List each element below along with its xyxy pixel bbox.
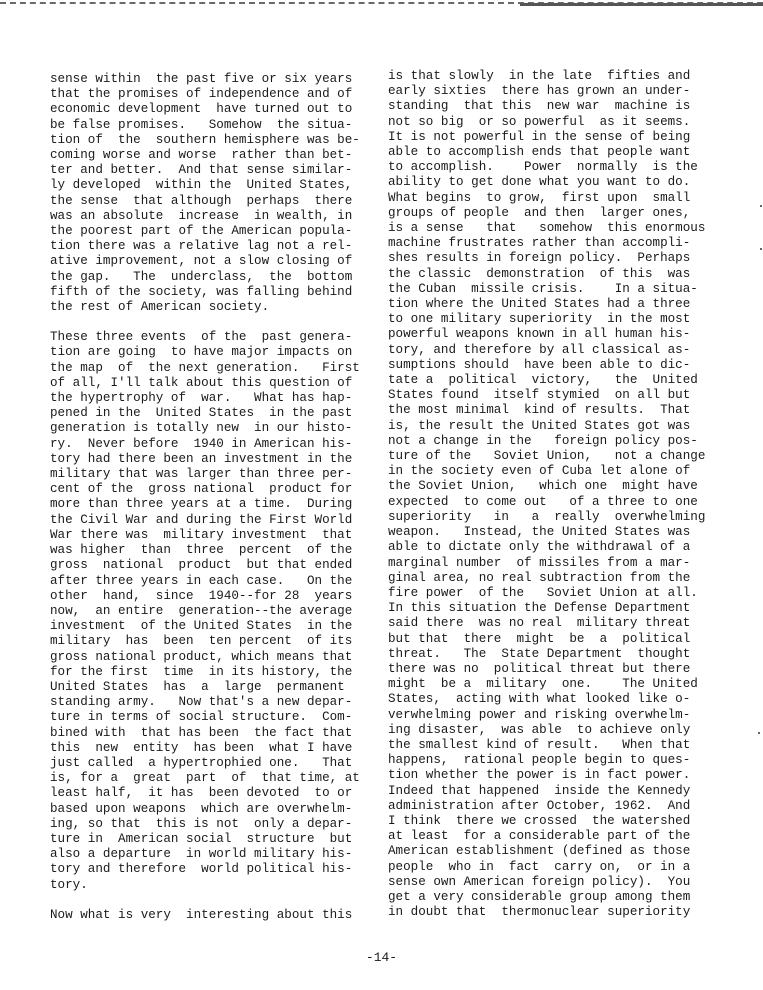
scan-speck [758,732,760,734]
right-text-column [388,69,706,920]
scan-speck [760,205,762,207]
paragraph: Now what is very interesting about this [50,907,353,922]
page-number: -14- [365,950,398,965]
left-text-column [50,72,362,923]
paragraph: sense within the past five or six years that the promises of independence and of economic development have turned out to be false promises. Somehow the situa- tion of the southern hemisphere was be- coming worse and worse rather than bet- ter and better. And that sense similar- ly developed within the United States, the sense that although perhaps there was an absolute increase in wealth, in the poorest part of the American popula- tion there was a relative lag not a rel- ative improvement, not a slow closing of the gap. The underclass, the bottom fifth of the society, was falling behind the rest of American society. [50,72,360,315]
top-edge-shadow [520,3,763,6]
paragraph: These three events of the past genera- tion are going to have major impacts on the map of the next generation. First of all, I'll talk about this question of the hypertrophy of war. What has hap- pened in the United States in the past generation is totally new in our histo- ry. Never before 1940 in American his- tory had there been an investment in the military that was larger than three per- cent of the gross national product for more than three years at a time. During the Civil War and during the First World War there was military investment that was higher than three percent of the gross national product but that ended after three years in each case. On the other hand, since 1940--for 28 years now, an entire generation--the average investment of the United States in the military has been ten percent of its gross national product, which means that for the first time in its history, the United States has a large permanent standing army. Now that's a new depar- ture in terms of social structure. Com- bined with that has been the fact that this new entity has been what I have just called a hypertrophied one. That is, for a great part of that time, at least half, it has been devoted to or based upon weapons which are overwhelm- ing, so that this is not only a depar- ture in American social structure but also a departure in world military his- tory and therefore world political his- tory. [50,330,360,892]
scan-speck [760,248,762,250]
paragraph: is that slowly in the late fifties and early sixties there has grown an under- standing that this new war machine is not so big or so powerful as it seems. It is not powerful in the sense of being able to accomplish ends that people want to accomplish. Power normally is the ability to get done what you want to do. What begins to grow, first upon small groups of people and then larger ones, is a sense that somehow this enormous machine frustrates rather than accompli- shes results in foreign policy. Perhaps the classic demonstration of this was the Cuban missile crisis. In a situa- tion where the United States had a three to one military superiority in the most powerful weapons known in all human his- tory, and therefore by all classical as- sumptions should have been able to dic- tate a political victory, the United States found itself stymied on all but the most minimal kind of results. That is, the result the United States got was not a change in the foreign policy pos- ture of the Soviet Union, not a change in the society even of Cuba let alone of the Soviet Union, which one might have expected to come out of a three to one superiority in a really overwhelming weapon. Instead, the United States was able to dictate only the withdrawal of a marginal number of missiles from a mar- ginal area, no real subtraction from the fire power of the Soviet Union at all. In this situation the Defense Department said there was no real military threat but that there might be a political threat. The State Department thought there was no political threat but there might be a military one. The United States, acting with what looked like o- verwhelming power and risking overwhelm- ing disaster, was able to achieve only the smallest kind of result. When that happens, rational people begin to ques- tion whether the power is in fact power. Indeed that happened inside the Kennedy administration after October, 1962. And I think there we crossed the watershed at least for a considerable part of the American establishment (defined as those people who in fact carry on, or in a sense own American foreign policy). You get a very considerable group among them in doubt that thermonuclear superiority [388,69,706,920]
